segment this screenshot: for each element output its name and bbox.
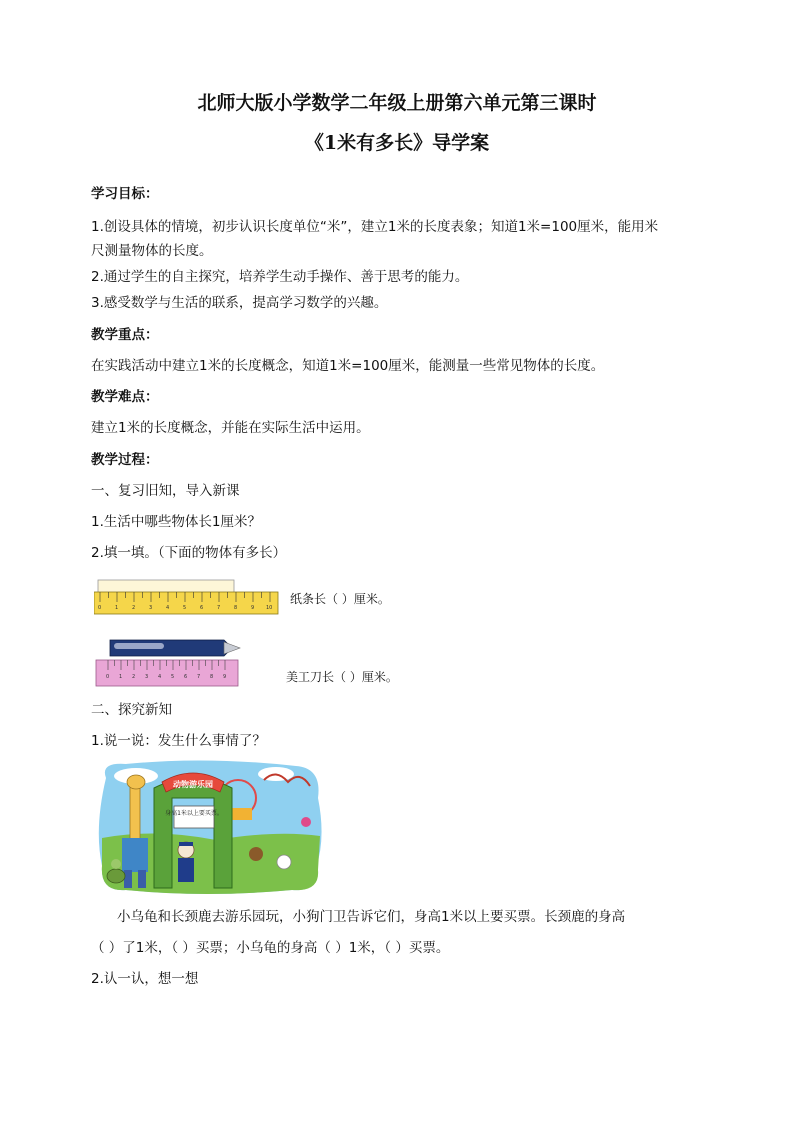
question: 2.填一填。（下面的物体有多长） bbox=[91, 545, 287, 561]
difficulties-text: 建立1米的长度概念，并能在实际生活中运用。 bbox=[91, 420, 370, 436]
utility-knife-ruler-image bbox=[94, 636, 244, 690]
svg-text:9: 9 bbox=[223, 674, 227, 680]
paper-length-prompt: 纸条长（ ）厘米。 bbox=[290, 592, 390, 606]
document-title: 北师大版小学数学二年级上册第六单元第三课时 bbox=[197, 92, 597, 114]
story-text: 小乌龟和长颈鹿去游乐园玩，小狗门卫告诉它们，身高1米以上要买票。长颈鹿的身高 bbox=[117, 909, 626, 925]
svg-text:5: 5 bbox=[183, 605, 187, 611]
section-heading: 一、复习旧知，导入新课 bbox=[91, 483, 240, 499]
svg-text:7: 7 bbox=[217, 605, 221, 611]
svg-text:8: 8 bbox=[234, 605, 238, 611]
svg-text:8: 8 bbox=[210, 674, 214, 680]
paper-strip-ruler-image bbox=[94, 578, 280, 616]
svg-text:4: 4 bbox=[158, 674, 162, 680]
svg-text:2: 2 bbox=[132, 605, 136, 611]
svg-text:6: 6 bbox=[184, 674, 188, 680]
svg-text:3: 3 bbox=[145, 674, 149, 680]
svg-text:1: 1 bbox=[119, 674, 123, 680]
dog-guard-figure bbox=[178, 842, 194, 882]
goal-item: 1.创设具体的情境，初步认识长度单位“米”，建立1米的长度表象；知道1米=100厘米，能用米 bbox=[91, 219, 659, 235]
svg-text:0: 0 bbox=[106, 674, 110, 680]
svg-text:3: 3 bbox=[149, 605, 153, 611]
question: 2.认一认，想一想 bbox=[91, 971, 199, 987]
story-text-blanks: （ ）了1米，（ ）买票；小乌龟的身高（ ）1米，（ ）买票。 bbox=[91, 940, 450, 956]
park-gate-name: 动物游乐园 bbox=[173, 780, 213, 789]
svg-text:6: 6 bbox=[200, 605, 204, 611]
svg-text:9: 9 bbox=[251, 605, 255, 611]
goal-item: 2.通过学生的自主探究，培养学生动手操作、善于思考的能力。 bbox=[91, 269, 469, 285]
document-subtitle: 《1米有多长》导学案 bbox=[304, 132, 490, 154]
svg-text:7: 7 bbox=[197, 674, 201, 680]
svg-text:2: 2 bbox=[132, 674, 136, 680]
goal-item: 3.感受数学与生活的联系，提高学习数学的兴趣。 bbox=[91, 295, 388, 311]
svg-text:10: 10 bbox=[266, 605, 273, 611]
svg-text:4: 4 bbox=[166, 605, 170, 611]
svg-text:0: 0 bbox=[98, 605, 102, 611]
difficulties-heading: 教学难点： bbox=[91, 389, 159, 405]
ticket-sign-text: 身高1米以上要买票。 bbox=[165, 810, 223, 817]
section-heading: 二、探究新知 bbox=[91, 702, 172, 718]
process-heading: 教学过程： bbox=[91, 452, 159, 468]
svg-text:1: 1 bbox=[115, 605, 119, 611]
goals-heading: 学习目标： bbox=[91, 186, 159, 202]
question: 1.生活中哪些物体长1厘米？ bbox=[91, 514, 261, 530]
knife-length-prompt: 美工刀长（ ）厘米。 bbox=[286, 670, 398, 684]
key-points-text: 在实践活动中建立1米的长度概念，知道1米=100厘米，能测量一些常见物体的长度。 bbox=[91, 358, 605, 374]
key-points-heading: 教学重点： bbox=[91, 327, 159, 343]
amusement-park-illustration bbox=[96, 758, 324, 896]
question: 1.说一说：发生什么事情了？ bbox=[91, 733, 266, 749]
svg-text:5: 5 bbox=[171, 674, 175, 680]
goal-item: 尺测量物体的长度。 bbox=[91, 243, 213, 259]
